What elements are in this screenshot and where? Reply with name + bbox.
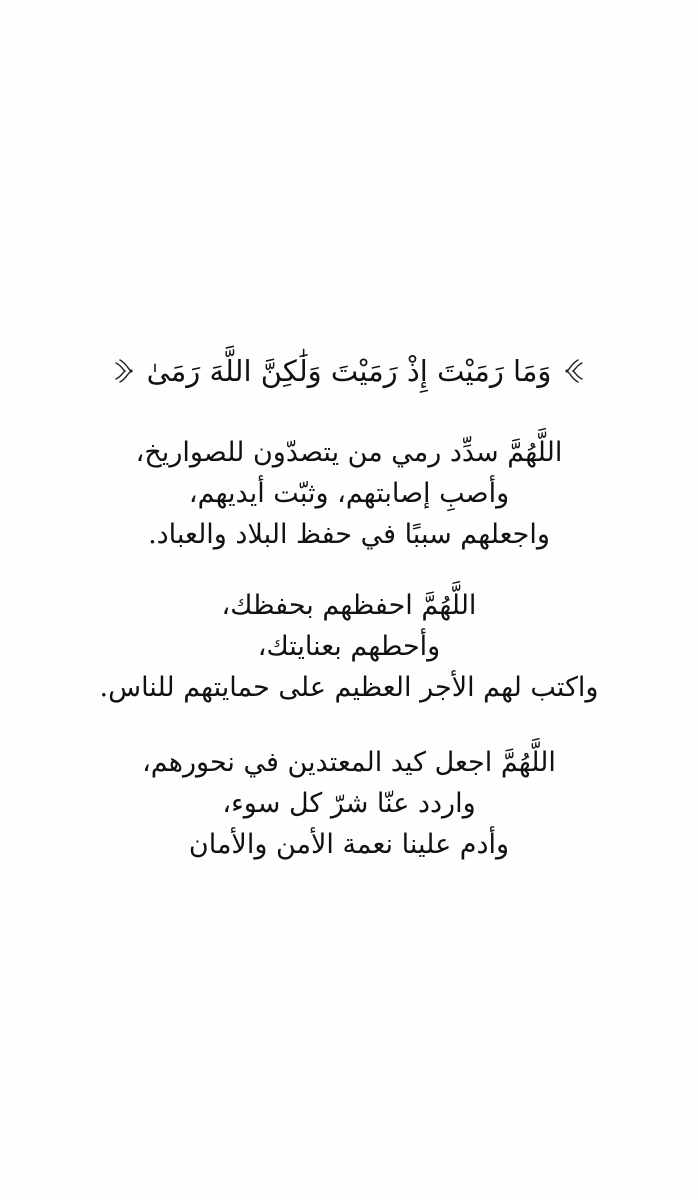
stanza-line: واردد عنّا شرّ كل سوء،	[222, 788, 476, 819]
stanza-line: وأصبِ إصابتهم، وثبّت أيديهم،	[188, 478, 510, 509]
stanza-line: وأدم علينا نعمة الأمن والأمان	[188, 829, 510, 860]
stanza-line: اللَّهُمَّ احفظهم بحفظك،	[221, 590, 477, 621]
quran-verse	[0, 348, 698, 394]
stanza-line: اللَّهُمَّ سدِّد رمي من يتصدّون للصواريخ،	[135, 437, 563, 468]
stanza-line: وأحطهم بعنايتك،	[257, 631, 441, 662]
supplication-stanza-3	[0, 742, 698, 865]
ornate-bracket-open-icon	[563, 358, 585, 384]
supplication-stanza-1	[0, 432, 698, 555]
verse-text: وَمَا رَمَيْتَ إِذْ رَمَيْتَ وَلَٰكِنَّ اللَّهَ رَمَىٰ	[146, 354, 552, 388]
stanza-line: واجعلهم سببًا في حفظ البلاد والعباد.	[148, 519, 550, 550]
stanza-line: اللَّهُمَّ اجعل كيد المعتدين في نحورهم،	[142, 747, 556, 778]
supplication-stanza-2	[0, 585, 698, 708]
ornate-bracket-close-icon	[113, 358, 135, 384]
stanza-line: واكتب لهم الأجر العظيم على حمايتهم للناس.	[99, 672, 599, 703]
